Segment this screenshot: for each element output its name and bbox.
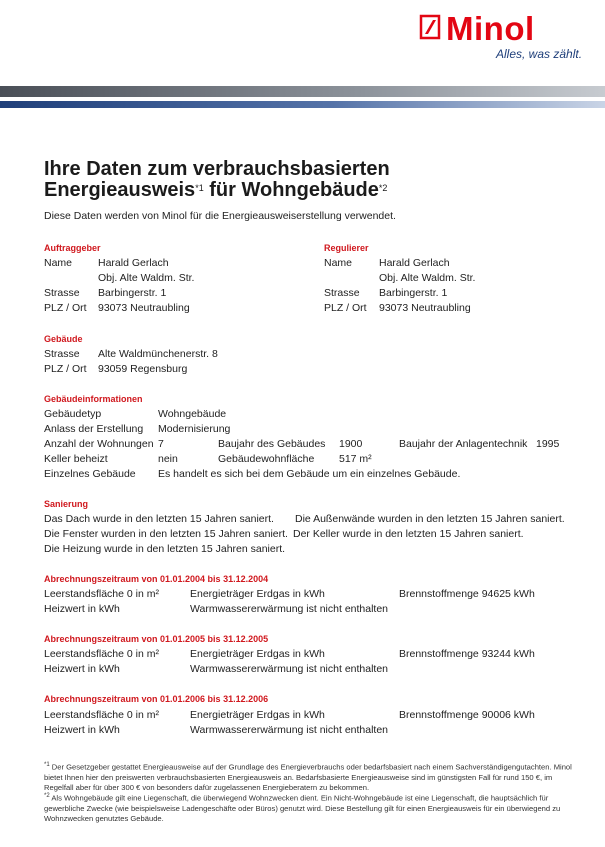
label-plz: PLZ / Ort xyxy=(44,302,87,314)
period-warmwasser: Warmwassererwärmung ist nicht enthalten xyxy=(190,663,389,675)
period-heading: Abrechnungszeitraum von 01.01.2005 bis 31.12.2005 xyxy=(44,634,269,644)
wohnflaeche-value: 517 m² xyxy=(339,453,372,465)
label-anlass: Anlass der Erstellung xyxy=(44,423,144,435)
label-plz: PLZ / Ort xyxy=(44,363,87,375)
period-energietraeger: Energieträger Erdgas in kWh xyxy=(190,588,325,600)
auftraggeber-strasse: Barbingerstr. 1 xyxy=(98,287,167,299)
keller-value: nein xyxy=(158,453,178,465)
period-energietraeger: Energieträger Erdgas in kWh xyxy=(190,648,325,660)
section-heading-sanierung: Sanierung xyxy=(44,499,89,509)
period-energietraeger: Energieträger Erdgas in kWh xyxy=(190,709,325,721)
minol-logo-icon xyxy=(419,14,441,40)
period-heading: Abrechnungszeitraum von 01.01.2006 bis 31.12.2006 xyxy=(44,694,269,704)
period-leerstand: Leerstandsfläche 0 in m² xyxy=(44,648,159,660)
section-heading-gebaeudeinformationen: Gebäudeinformationen xyxy=(44,394,143,404)
label-name: Name xyxy=(44,257,73,269)
label-wohnungen: Anzahl der Wohnungen xyxy=(44,438,154,450)
brand-name: Minol xyxy=(446,10,535,47)
section-heading-auftraggeber: Auftraggeber xyxy=(44,243,101,253)
auftraggeber-obj: Obj. Alte Waldm. Str. xyxy=(98,272,195,284)
gebaeudetyp-value: Wohngebäude xyxy=(158,408,227,420)
baujahr-anlage-value: 1995 xyxy=(536,438,560,450)
label-baujahr-anlage: Baujahr der Anlagentechnik xyxy=(399,438,528,450)
page-title: Ihre Daten zum verbrauchsbasierten Energieausweis$^{*1}$ für Wohngebäude$^{*2}$ xyxy=(44,158,390,201)
period-brennstoffmenge: Brennstoffmenge 90006 kWh xyxy=(399,709,535,721)
header-band-gray xyxy=(0,86,605,97)
einzelnes-gebaeude-value: Es handelt es sich bei dem Gebäude um ein einzelnes Gebäude. xyxy=(158,468,461,480)
label-strasse: Strasse xyxy=(44,348,80,360)
label-plz: PLZ / Ort xyxy=(324,302,367,314)
label-strasse: Strasse xyxy=(44,287,80,299)
baujahr-value: 1900 xyxy=(339,438,363,450)
footnote-1: $^{*1}$ Der Gesetzgeber gestattet Energieausweise auf der Grundlage des Energieverbrauchs oder bedarfsbasiert nach einem Sachverständigengutachten. Minol bietet Ihnen hier den preiswerten verbrauchsbasierten Energieausweis an. Bedarfsbasierte Energieausweise sind im günstigsten Fall für rund 150 €, im Regelfall aber für über 300 € von besonders dafür zugelassenen Energieberatern zu bekommen. xyxy=(44,762,572,792)
period-brennstoffmenge: Brennstoffmenge 94625 kWh xyxy=(399,588,535,600)
intro-text: Diese Daten werden von Minol für die Energieausweiserstellung verwendet. xyxy=(44,210,396,222)
period-warmwasser: Warmwassererwärmung ist nicht enthalten xyxy=(190,724,389,736)
label-keller: Keller beheizt xyxy=(44,453,108,465)
sanierung-keller: Der Keller wurde in den letzten 15 Jahren saniert. xyxy=(293,528,524,540)
anlass-value: Modernisierung xyxy=(158,423,231,435)
period-leerstand: Leerstandsfläche 0 in m² xyxy=(44,709,159,721)
header-band-blue xyxy=(0,101,605,108)
label-wohnflaeche: Gebäudewohnfläche xyxy=(218,453,315,465)
footnote-2: $^{*2}$ Als Wohngebäude gilt eine Liegenschaft, die überwiegend Wohnzwecken dient. Ein Nicht-Wohngebäude ist eine Liegenschaft, die hauptsächlich für gewerbliche Zwecke (wie beispielsweise Ladengeschäfte oder Büros) genutzt wird. Diese Bestellung gilt für einen Energieausweis für ein überwiegend zu Wohnzwecken genutztes Gebäude. xyxy=(44,793,561,823)
label-einzelnes-gebaeude: Einzelnes Gebäude xyxy=(44,468,136,480)
regulierer-strasse: Barbingerstr. 1 xyxy=(379,287,448,299)
label-name: Name xyxy=(324,257,353,269)
label-gebaeudetyp: Gebäudetyp xyxy=(44,408,102,420)
sanierung-aussenwaende: Die Außenwände wurden in den letzten 15 Jahren saniert. xyxy=(295,513,565,525)
period-heizwert: Heizwert in kWh xyxy=(44,663,120,675)
label-baujahr: Baujahr des Gebäudes xyxy=(218,438,326,450)
section-heading-gebaeude: Gebäude xyxy=(44,334,83,344)
period-brennstoffmenge: Brennstoffmenge 93244 kWh xyxy=(399,648,535,660)
auftraggeber-name: Harald Gerlach xyxy=(98,257,169,269)
gebaeude-plz: 93059 Regensburg xyxy=(98,363,188,375)
period-leerstand: Leerstandsfläche 0 in m² xyxy=(44,588,159,600)
wohnungen-value: 7 xyxy=(158,438,164,450)
regulierer-name: Harald Gerlach xyxy=(379,257,450,269)
period-heizwert: Heizwert in kWh xyxy=(44,724,120,736)
auftraggeber-plz: 93073 Neutraubling xyxy=(98,302,190,314)
regulierer-obj: Obj. Alte Waldm. Str. xyxy=(379,272,476,284)
period-heizwert: Heizwert in kWh xyxy=(44,603,120,615)
brand-slogan: Alles, was zählt. xyxy=(496,47,583,61)
period-heading: Abrechnungszeitraum von 01.01.2004 bis 31.12.2004 xyxy=(44,574,269,584)
label-strasse: Strasse xyxy=(324,287,360,299)
period-warmwasser: Warmwassererwärmung ist nicht enthalten xyxy=(190,603,389,615)
sanierung-fenster: Die Fenster wurden in den letzten 15 Jahren saniert. xyxy=(44,528,288,540)
section-heading-regulierer: Regulierer xyxy=(324,243,369,253)
sanierung-dach: Das Dach wurde in den letzten 15 Jahren saniert. xyxy=(44,513,274,525)
sanierung-heizung: Die Heizung wurde in den letzten 15 Jahren saniert. xyxy=(44,543,286,555)
regulierer-plz: 93073 Neutraubling xyxy=(379,302,471,314)
gebaeude-strasse: Alte Waldmünchenerstr. 8 xyxy=(98,348,218,360)
